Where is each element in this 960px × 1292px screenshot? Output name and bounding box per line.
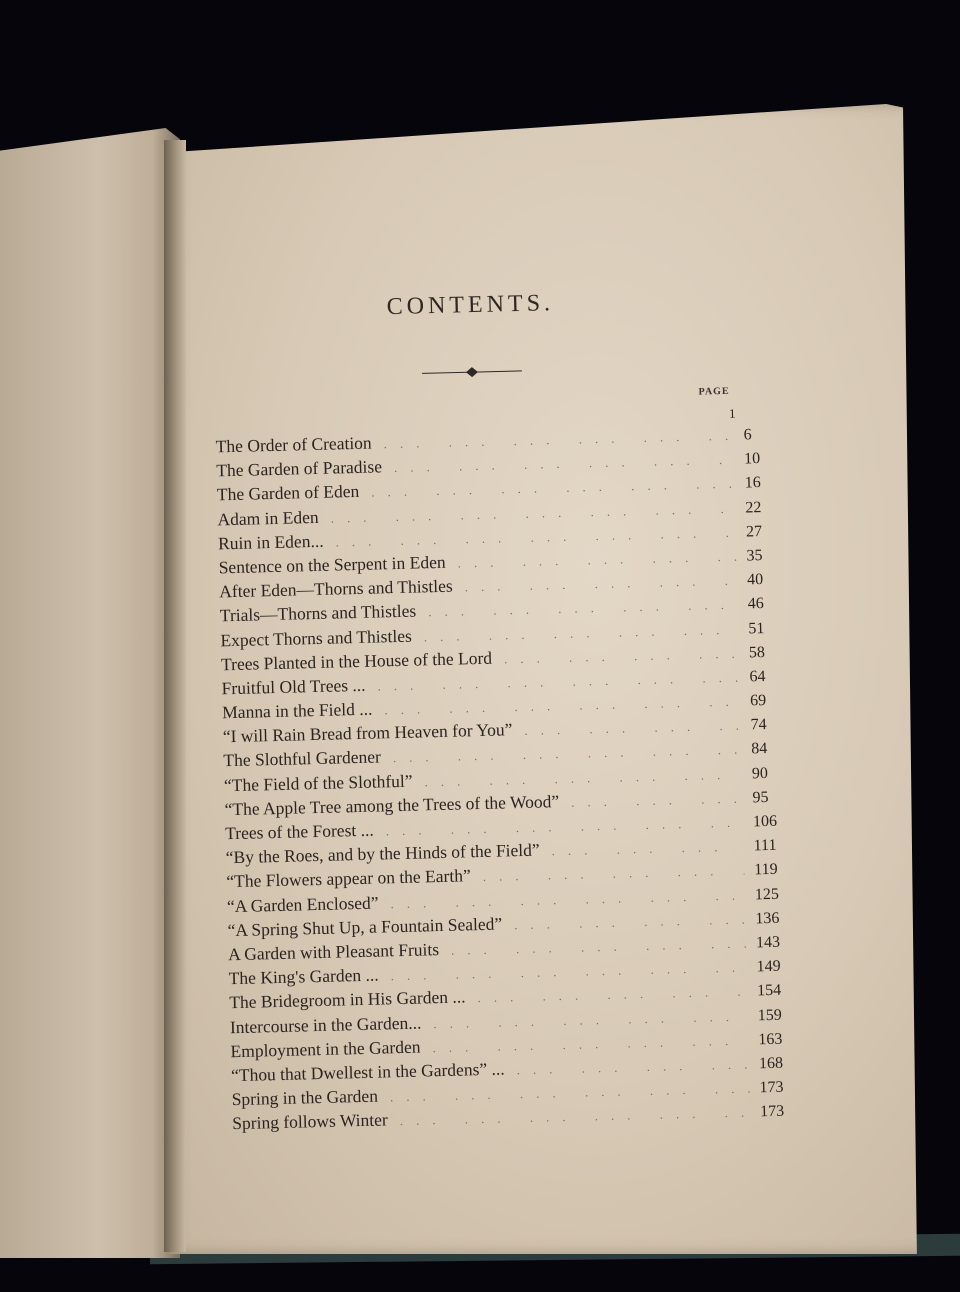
toc-entry-page: 74 bbox=[750, 716, 767, 734]
toc-entry-page: 27 bbox=[745, 522, 763, 541]
toc-entry-title: “I will Rain Bread from Heaven for You” bbox=[222, 719, 513, 747]
toc-leader-dots bbox=[445, 549, 736, 572]
toc-entry-title: A Garden with Pleasant Fruits bbox=[227, 939, 440, 965]
toc-entry-page: 111 bbox=[753, 836, 777, 855]
toc-entry-page: 40 bbox=[746, 571, 764, 589]
toc-entry-page: 64 bbox=[749, 667, 766, 686]
toc-entry-title: The Order of Creation bbox=[215, 432, 372, 457]
toc-entry-title: Trees Planted in the House of the Lord bbox=[220, 647, 493, 675]
toc-entry-page: 163 bbox=[758, 1030, 783, 1048]
table-of-contents bbox=[215, 423, 792, 1138]
toc-entry-title: After Eden—Thorns and Thistles bbox=[219, 575, 453, 602]
toc-entry-title: The Garden of Paradise bbox=[216, 456, 383, 481]
toc-entry-page: 10 bbox=[743, 450, 761, 468]
toc-entry-title: The Slothful Gardener bbox=[223, 746, 382, 771]
toc-entry-title: “The Apple Tree among the Trees of the Wood” bbox=[224, 790, 560, 820]
toc-entry-page: 149 bbox=[756, 957, 781, 976]
toc-leader-dots bbox=[540, 839, 744, 860]
toc-entry-page: 90 bbox=[751, 764, 769, 783]
toc-entry-page: 168 bbox=[758, 1054, 784, 1073]
toc-entry-title: Expect Thorns and Thistles bbox=[220, 625, 412, 650]
front-page-number: 1 bbox=[728, 405, 736, 421]
toc-entry-title: Manna in the Field ... bbox=[221, 698, 373, 723]
toc-leader-dots bbox=[453, 573, 738, 596]
toc-entry-page: 35 bbox=[746, 546, 763, 565]
toc-entry-title: Sentence on the Serpent in Eden bbox=[218, 551, 446, 578]
toc-leader-dots bbox=[465, 984, 747, 1007]
toc-leader-dots bbox=[504, 1056, 749, 1078]
toc-entry-page: 154 bbox=[756, 982, 782, 1000]
toc-leader-dots bbox=[416, 597, 738, 621]
contents-heading: CONTENTS. bbox=[386, 290, 555, 321]
toc-entry-page: 6 bbox=[743, 426, 752, 444]
toc-entry-title: Employment in the Garden bbox=[230, 1036, 421, 1061]
toc-leader-dots bbox=[471, 863, 745, 886]
toc-entry-page: 106 bbox=[752, 812, 778, 831]
toc-leader-dots bbox=[512, 718, 741, 740]
toc-leader-dots bbox=[502, 911, 746, 933]
toc-entry-page: 95 bbox=[752, 788, 769, 807]
toc-leader-dots bbox=[559, 790, 743, 810]
toc-leader-dots bbox=[439, 936, 746, 959]
toc-entry-title: “Thou that Dwellest in the Gardens” ... bbox=[230, 1058, 505, 1086]
toc-entry-title: Intercourse in the Garden... bbox=[229, 1012, 422, 1037]
toc-entry-title: “The Flowers appear on the Earth” bbox=[226, 865, 471, 892]
toc-entry-page: 69 bbox=[749, 692, 767, 710]
ornament-divider-icon bbox=[422, 364, 522, 380]
toc-entry-page: 16 bbox=[744, 474, 761, 492]
toc-entry-page: 143 bbox=[755, 933, 781, 952]
toc-entry-page: 84 bbox=[751, 740, 768, 758]
toc-entry-page: 136 bbox=[755, 909, 780, 928]
toc-leader-dots bbox=[388, 1105, 751, 1130]
toc-entry-page: 58 bbox=[748, 643, 766, 662]
page-column-label: PAGE bbox=[698, 385, 730, 398]
toc-entry-page: 125 bbox=[754, 885, 780, 903]
toc-entry-title: Adam in Eden bbox=[217, 506, 319, 529]
toc-entry-title: Ruin in Eden... bbox=[217, 530, 324, 554]
toc-entry-title: Trials—Thorns and Thistles bbox=[219, 600, 417, 626]
toc-entry-title: The Bridegroom in His Garden ... bbox=[229, 986, 466, 1013]
toc-entry-title: Spring follows Winter bbox=[232, 1109, 388, 1134]
toc-entry-title: “By the Roes, and by the Hinds of the Field” bbox=[225, 839, 540, 868]
toc-entry-page: 173 bbox=[759, 1102, 785, 1121]
toc-entry-title: The Garden of Eden bbox=[216, 481, 360, 505]
toc-entry-title: “A Garden Enclosed” bbox=[226, 892, 379, 916]
toc-entry-title: “The Field of the Slothful” bbox=[223, 770, 413, 795]
toc-entry-page: 159 bbox=[757, 1006, 782, 1024]
toc-leader-dots bbox=[492, 645, 739, 667]
toc-entry-page: 22 bbox=[745, 498, 762, 517]
toc-entry-title: Trees of the Forest ... bbox=[224, 819, 374, 844]
toc-entry-title: Fruitful Old Trees ... bbox=[221, 674, 366, 699]
toc-entry-page: 51 bbox=[748, 619, 765, 637]
toc-entry-title: The King's Garden ... bbox=[228, 964, 379, 989]
toc-entry-title: “A Spring Shut Up, a Fountain Sealed” bbox=[227, 913, 503, 940]
toc-entry-title: Spring in the Garden bbox=[231, 1085, 379, 1110]
toc-entry-page: 173 bbox=[759, 1078, 784, 1097]
toc-entry-page: 119 bbox=[754, 861, 778, 879]
toc-entry-page: 46 bbox=[747, 595, 764, 613]
